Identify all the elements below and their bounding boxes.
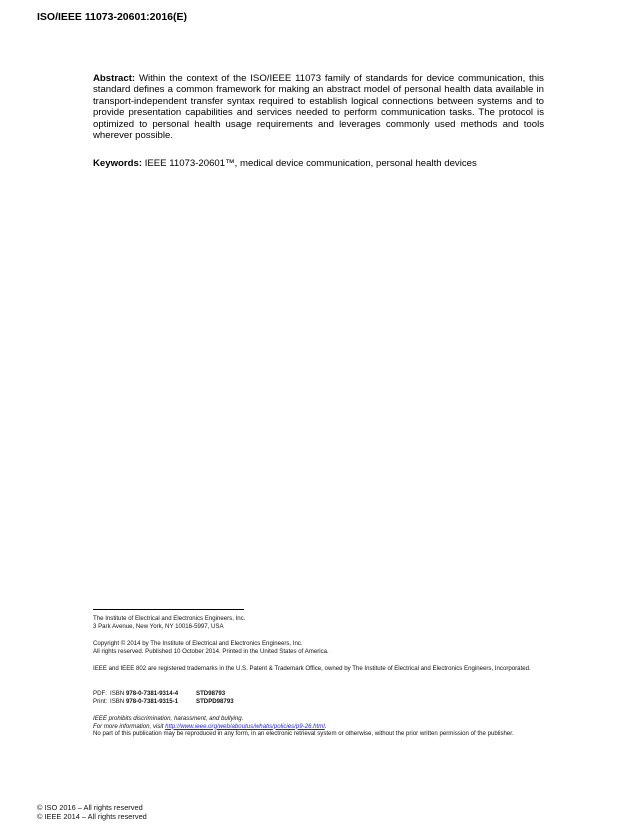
policy-info-prefix: For more information, visit: [93, 722, 166, 730]
policy-statement: IEEE prohibits discrimination, harassment, and bullying.: [93, 715, 244, 722]
reproduction-notice: No part of this publication may be reproduced in any form, in an electronic retrieval system or otherwise, without the prior written permission of the publisher.: [93, 730, 514, 738]
document-id-header: ISO/IEEE 11073-20601:2016(E): [37, 11, 188, 23]
isbn-format-label: PDF:: [93, 690, 107, 697]
isbn-format-label: Print:: [93, 697, 108, 705]
keywords-label: Keywords:: [93, 158, 143, 169]
isbn-number: ISBN 978-0-7381-9314-4: [110, 690, 179, 697]
keywords-paragraph: [93, 158, 553, 169]
isbn-code: STD98793: [196, 690, 226, 697]
isbn-code: STDPD98793: [196, 697, 234, 705]
isbn-row-pdf: [93, 690, 553, 698]
isbn-row-print: [93, 698, 553, 706]
policy-link[interactable]: http://www.ieee.org/web/aboutus/whatis/policies/p9-26.html: [165, 722, 325, 730]
copyright-notice: [93, 640, 553, 655]
abstract-label: Abstract:: [93, 73, 136, 84]
abstract-text: Within the context of the ISO/IEEE 11073 family of standards for device communication, this standard defines a common framework for making an abstract model of personal health data available in transport-independent transfer syntax required to establish logical connections between systems and to provide presentation capabilities and services needed to perform communication tasks. The protocol is optimized to personal health usage requirements and leverages commonly used methods and tools wherever possible.: [93, 73, 544, 142]
trademark-text: IEEE and IEEE 802 are registered trademarks in the U.S. Patent & Trademark Office, owned by The Institute of Electrical and Electronics Engineers, Incorporated.: [93, 665, 531, 672]
isbn-block: [93, 690, 553, 705]
abstract-paragraph: [93, 73, 544, 141]
ieee-rights-line: © IEEE 2014 – All rights reserved: [37, 812, 147, 821]
keywords-text: IEEE 11073-20601™, medical device communication, personal health devices: [144, 158, 477, 169]
policy-notice: IEEE prohibits discrimination, harassment, and bullying. For more information, visit http://www.ieee.org/web/aboutus/whatis/policies/p9-26.html. No part of this publication may be reproduced in any form, in an electronic retrieval system or otherwise, without the prior written permission of the publisher.: [93, 715, 553, 738]
isbn-number: ISBN 978-0-7381-9315-1: [110, 697, 179, 705]
address-line: The Institute of Electrical and Electronics Engineers, Inc.: [93, 615, 246, 622]
trademark-notice: [93, 665, 553, 673]
publisher-address: [93, 615, 553, 630]
iso-rights-line: © ISO 2016 – All rights reserved: [37, 803, 143, 812]
page-footer-rights: [37, 803, 147, 821]
address-line: 3 Park Avenue, New York, NY 10016-5997, USA: [93, 622, 224, 630]
footnote-divider: [93, 609, 244, 610]
copyright-line: Copyright © 2014 by The Institute of Electrical and Electronics Engineers, Inc.: [93, 640, 303, 647]
copyright-line: All rights reserved. Published 10 October 2014. Printed in the United States of America.: [93, 647, 329, 655]
